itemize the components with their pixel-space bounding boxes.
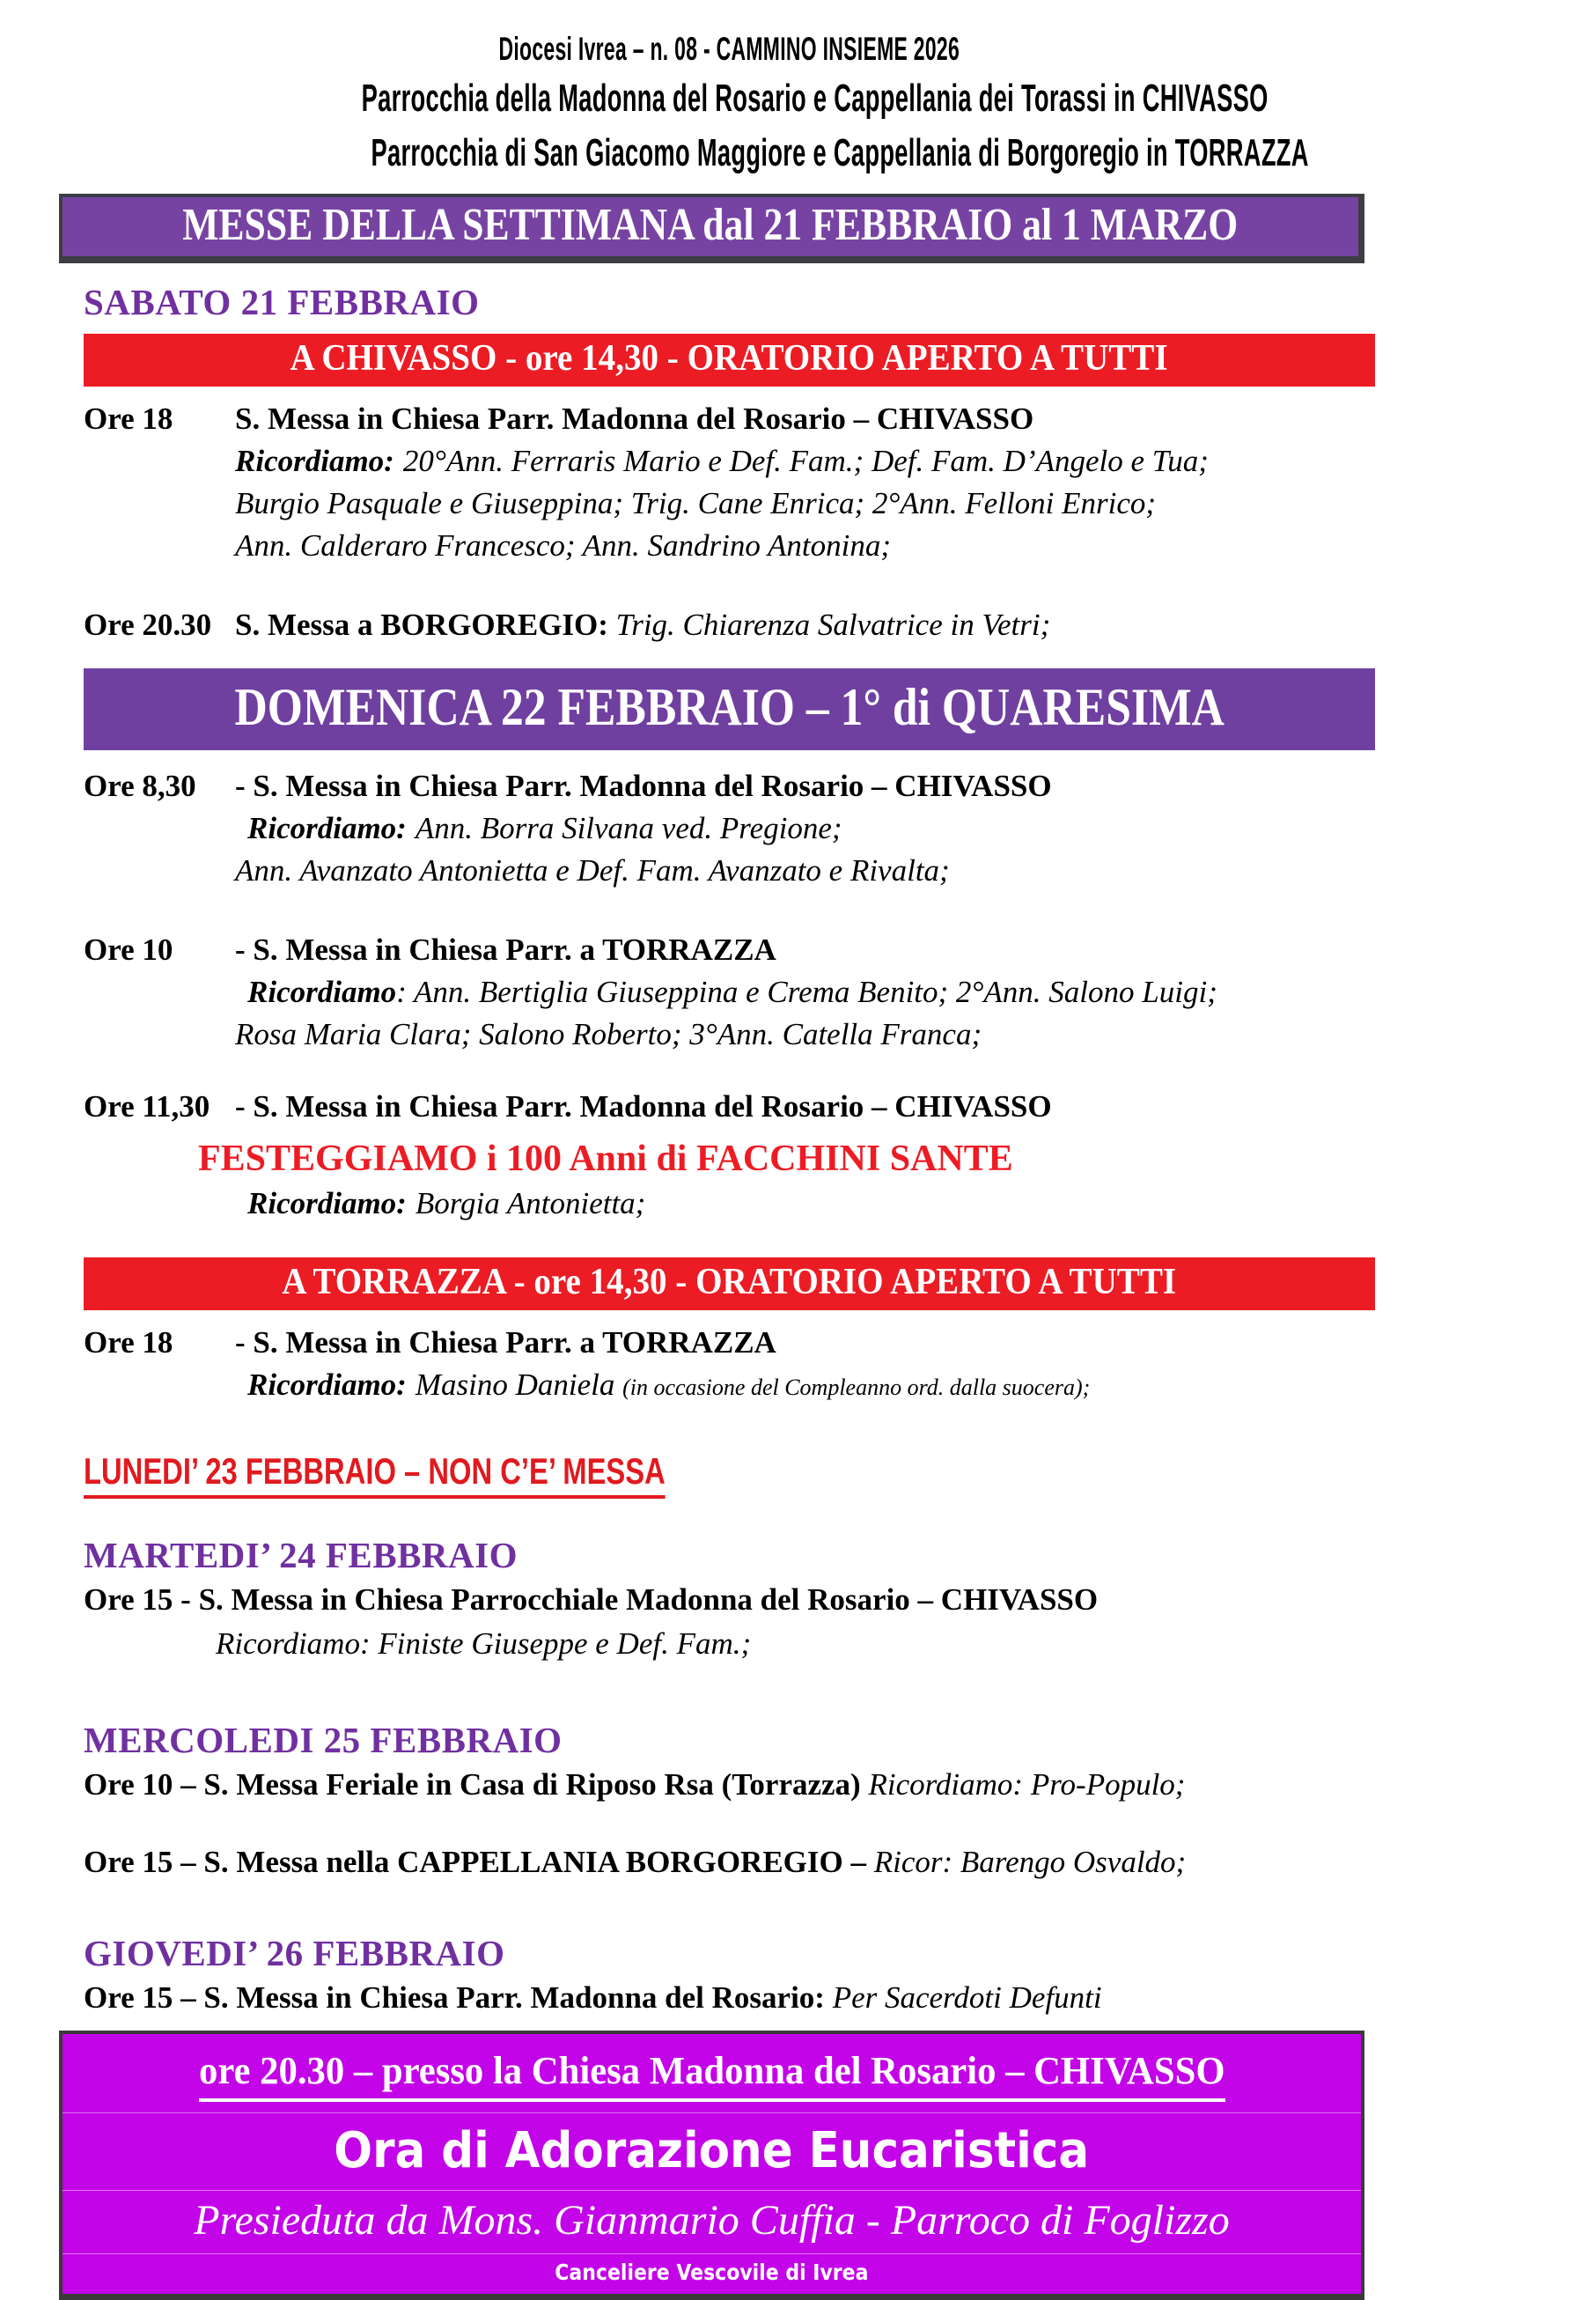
memorial-line: Burgio Pasquale e Giuseppina; Trig. Cane Enrica; 2°Ann. Felloni Enrico; (235, 486, 1157, 520)
memorial-text: Ricor: Barengo Osvaldo; (873, 1845, 1187, 1879)
memorial-line (84, 1365, 1375, 1408)
saturday-heading: SABATO 21 FEBBRAIO (84, 282, 480, 322)
parish-chivasso-text: Parrocchia della Madonna del Rosario e Cappellania dei Torassi in CHIVASSO (361, 77, 1269, 120)
parish-line-chivasso (84, 76, 1375, 130)
monday-notice-text: LUNEDI’ 23 FEBBRAIO – NON C’E’ MESSA (84, 1450, 666, 1499)
mass-title: - S. Messa in Chiesa Parr. a TORRAZZA (235, 1325, 776, 1360)
memorial-label: Ricordiamo: (247, 1367, 407, 1402)
memorial-note: (in occasione del Compleanno ord. dalla suocera); (622, 1375, 1091, 1400)
saturday-mass-18-line (84, 399, 1375, 439)
memorial-line: Rosa Maria Clara; Salono Roberto; 3°Ann. Catella Franca; (235, 1017, 982, 1051)
thursday-mass-line: Ore 15 – S. Messa in Chiesa Parr. Madonna del Rosario: Per Sacerdoti Defunti (84, 1980, 1102, 2015)
mass-time: Ore 18 (84, 1325, 173, 1360)
wednesday-mass-10-line: Ore 10 – S. Messa Feriale in Casa di Riposo Rsa (Torrazza) Ricordiamo: Pro-Populo; (84, 1767, 1186, 1802)
oratorio-torrazza-banner-text: A TORRAZZA - ore 14,30 - ORATORIO APERTO A TUTTI (282, 1262, 1177, 1302)
sunday-mass-10-line (84, 930, 1375, 970)
memorial-label: Ricordiamo: (247, 1186, 407, 1220)
parish-line-torrazza (84, 130, 1375, 185)
document-header (84, 30, 1375, 185)
memorial-text: Trig. Chiarenza Salvatrice in Vetri; (615, 608, 1051, 642)
memorial-line (84, 808, 1375, 849)
memorial-text: 20°Ann. Ferraris Mario e Def. Fam.; Def. Fam. D’Angelo e Tua; (402, 444, 1209, 478)
tuesday-heading: MARTEDI’ 24 FEBBRAIO (84, 1535, 518, 1575)
adoration-title-row (63, 2113, 1361, 2191)
tuesday-mass-line: Ore 15 - S. Messa in Chiesa Parrocchiale Madonna del Rosario – CHIVASSO (84, 1582, 1099, 1617)
memorial-text: Borgia Antonietta; (415, 1186, 646, 1220)
mass-time: Ore 11,30 (84, 1089, 210, 1124)
memorial-line: Ann. Calderaro Francesco; Ann. Sandrino Antonina; (235, 528, 891, 563)
memorial-text: Ann. Borra Silvana ved. Pregione; (415, 811, 842, 845)
memorial-text: Per Sacerdoti Defunti (832, 1980, 1102, 2015)
week-masses-banner-text: MESSE DELLA SETTIMANA dal 21 FEBBRAIO al 1 MARZO (182, 200, 1239, 250)
mass-time: Ore 18 (84, 402, 173, 436)
adoration-presider-text: Presieduta da Mons. Gianmario Cuffia - Parroco di Foglizzo (194, 2197, 1230, 2244)
memorial-text: Masino Daniela (415, 1367, 615, 1402)
memorial-line (84, 972, 1375, 1013)
memorial-text: Ricordiamo: Pro-Populo; (868, 1767, 1186, 1802)
sunday-mass-1130-line (84, 1087, 1375, 1127)
memorial-label: Ricordiamo (247, 975, 397, 1009)
sunday-mass-18-line (84, 1323, 1375, 1363)
mass-title: - S. Messa in Chiesa Parr. Madonna del Rosario – CHIVASSO (235, 1089, 1052, 1124)
mass-title: - S. Messa in Chiesa Parr. Madonna del Rosario – CHIVASSO (235, 769, 1052, 803)
oratorio-chivasso-banner-text: A CHIVASSO - ore 14,30 - ORATORIO APERTO A TUTTI (290, 338, 1169, 379)
week-masses-banner (59, 194, 1364, 263)
sunday-banner (84, 668, 1375, 750)
centenary-celebration-text: FESTEGGIAMO i 100 Anni di FACCHINI SANTE (198, 1139, 1013, 1179)
mass-time: Ore 10 (84, 933, 173, 967)
adoration-time-row (63, 2034, 1361, 2113)
memorial-label: Ricordiamo: (247, 811, 407, 845)
diocese-line (84, 30, 1375, 76)
memorial-line (84, 441, 1375, 482)
sunday-banner-text: DOMENICA 22 FEBBRAIO – 1° di QUARESIMA (234, 678, 1225, 736)
memorial-label: Ricordiamo: (235, 444, 394, 478)
memorial-line: Ann. Avanzato Antonietta e Def. Fam. Avanzato e Rivalta; (235, 853, 950, 888)
adoration-title-text: Ora di Adorazione Eucaristica (334, 2122, 1090, 2179)
mass-title: S. Messa in Chiesa Parr. Madonna del Rosario – CHIVASSO (235, 402, 1034, 436)
thursday-heading: GIOVEDI’ 26 FEBBRAIO (84, 1933, 505, 1973)
memorial-line (84, 1183, 1375, 1224)
adoration-box (59, 2031, 1364, 2300)
memorial-text: : Ann. Bertiglia Giuseppina e Crema Benito; 2°Ann. Salono Luigi; (396, 975, 1217, 1009)
wednesday-heading: MERCOLEDI 25 FEBBRAIO (84, 1720, 563, 1760)
adoration-presider-row (63, 2191, 1361, 2254)
wednesday-mass-15-line: Ore 15 – S. Messa nella CAPPELLANIA BORGOREGIO – Ricor: Barengo Osvaldo; (84, 1845, 1187, 1879)
monday-notice (84, 1450, 1375, 1499)
sunday-mass-830-line (84, 766, 1375, 807)
mass-time: Ore 8,30 (84, 769, 196, 803)
saturday-mass-2030-line (84, 605, 1375, 645)
oratorio-chivasso-banner (84, 334, 1375, 387)
adoration-time-text: ore 20.30 – presso la Chiesa Madonna del Rosario – CHIVASSO (199, 2048, 1225, 2102)
adoration-chancellor-text: Canceliere Vescovile di Ivrea (555, 2259, 869, 2285)
mass-time: Ore 20.30 (84, 608, 212, 642)
mass-title: - S. Messa in Chiesa Parr. a TORRAZZA (235, 933, 776, 967)
memorial-line: Ricordiamo: Finiste Giuseppe e Def. Fam.; (216, 1626, 752, 1661)
oratorio-torrazza-banner (84, 1257, 1375, 1310)
adoration-chancellor-row (63, 2254, 1361, 2294)
mass-title: S. Messa a BORGOREGIO: Trig. Chiarenza Salvatrice in Vetri; (235, 608, 1051, 642)
diocese-text: Diocesi Ivrea – n. 08 - CAMMINO INSIEME 2026 (498, 31, 960, 67)
parish-torrazza-text: Parrocchia di San Giacomo Maggiore e Cappellania di Borgoregio in TORRAZZA (371, 131, 1309, 174)
